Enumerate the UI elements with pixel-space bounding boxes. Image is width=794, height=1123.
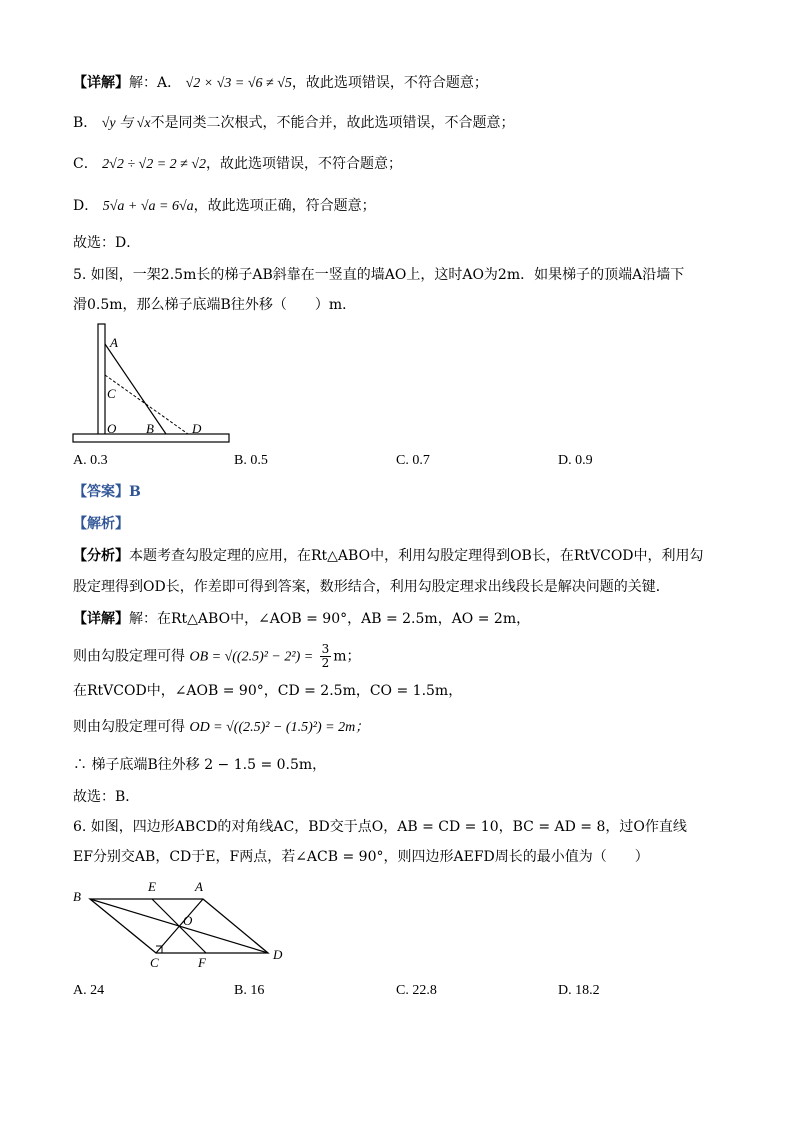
label-o: O (107, 421, 117, 436)
analysis-line-1: 【分析】本题考查勾股定理的应用，在Rt△ABO中，利用勾股定理得到OB长，在RtVCOD中，利用勾 (73, 548, 704, 564)
solution-line-3: 在RtVCOD中，∠AOB = 90°，CD = 2.5m，CO = 1.5m， (73, 683, 463, 699)
detail-tag: 【详解】 (73, 75, 129, 91)
formula: √y 与 √x (101, 116, 151, 131)
solution-line-2: 则由勾股定理可得 OB = √((2.5)² − 2²) = $\frac{3}{2}$ m； (73, 642, 361, 670)
q6-stem-2: EF分别交AB，CD于E，F两点，若∠ACB = 90°，则四边形AEFD周长的最小值为（ ） (73, 849, 649, 865)
detail-line-c: C． 2√2 ÷ √2 = 2 ≠ √2，故此选项错误，不符合题意； (73, 156, 403, 172)
q5-stem-2: 滑0.5m，那么梯子底端B往外移（ ）m． (73, 297, 357, 313)
q5-option-a[interactable]: A. 0.3 (73, 453, 108, 468)
label-b: B (73, 889, 81, 904)
detail-line-d: D． 5√a + √a = 6√a，故此选项正确，符合题意； (73, 198, 376, 214)
q6-option-b[interactable]: B. 16 (234, 983, 265, 998)
solution-line-5: ∴ 梯子底端B往外移 2 − 1.5 = 0.5m， (73, 757, 327, 773)
label-b: B (146, 421, 154, 436)
label-d: D (192, 421, 202, 436)
answer-tag: 【答案】B (73, 484, 141, 500)
solution-line-6: 故选：B． (73, 789, 140, 805)
parallelogram-figure (70, 875, 290, 970)
formula: √2 × √3 = √6 ≠ √5 (185, 76, 292, 91)
ladder-figure (70, 322, 232, 446)
line-ef (152, 899, 206, 953)
formula: OB = √((2.5)² − 2²) = (189, 649, 314, 665)
q5-option-d[interactable]: D. 0.9 (558, 453, 593, 468)
detail-line-b: B． √y 与 √x不是同类二次根式，不能合并，故此选项错误，不合题意； (73, 115, 515, 131)
formula: OD = √((2.5)² − (1.5)²) = 2m； (189, 720, 370, 735)
label-c: C (107, 386, 116, 401)
label-a: A (195, 879, 203, 894)
analysis-line-2: 股定理得到OD长，作差即可得到答案，数形结合，利用勾股定理求出线段长是解决问题的关键． (73, 579, 670, 595)
label-c: C (150, 955, 159, 970)
q6-option-a[interactable]: A. 24 (73, 983, 105, 998)
label-o: O (183, 913, 193, 928)
q6-stem-1: 6. 如图，四边形ABCD的对角线AC，BD交于点O，AB = CD = 10，BC = AD = 8，过O作直线 (73, 819, 687, 835)
solution-line-4: 则由勾股定理可得 OD = √((2.5)² − (1.5)²) = 2m； (73, 719, 370, 735)
label-a: A (110, 335, 118, 350)
choose-line: 故选：D． (73, 235, 141, 251)
q5-option-b[interactable]: B. 0.5 (234, 453, 268, 468)
formula: 2√2 ÷ √2 = 2 ≠ √2 (102, 157, 207, 172)
fraction: $\frac{3}{2}$ (321, 642, 330, 670)
formula: 5√a + √a = 6√a (102, 199, 194, 214)
solution-line-1: 【详解】解：在Rt△ABO中，∠AOB = 90°，AB = 2.5m，AO = 2m， (73, 611, 531, 627)
q5-stem-1: 5. 如图，一架2.5m长的梯子AB斜靠在一竖直的墙AO上，这时AO为2m．如果梯子的顶端A沿墙下 (73, 267, 685, 283)
analysis-tag: 【解析】 (73, 516, 129, 532)
q5-option-c[interactable]: C. 0.7 (396, 453, 430, 468)
q6-option-d[interactable]: D. 18.2 (558, 983, 600, 998)
detail-line-a: 【详解】解：A． √2 × √3 = √6 ≠ √5，故此选项错误，不符合题意； (73, 75, 488, 91)
label-e: E (148, 879, 156, 894)
wall (98, 324, 105, 436)
label-f: F (198, 955, 206, 970)
q6-option-c[interactable]: C. 22.8 (396, 983, 437, 998)
label-d: D (273, 947, 283, 962)
